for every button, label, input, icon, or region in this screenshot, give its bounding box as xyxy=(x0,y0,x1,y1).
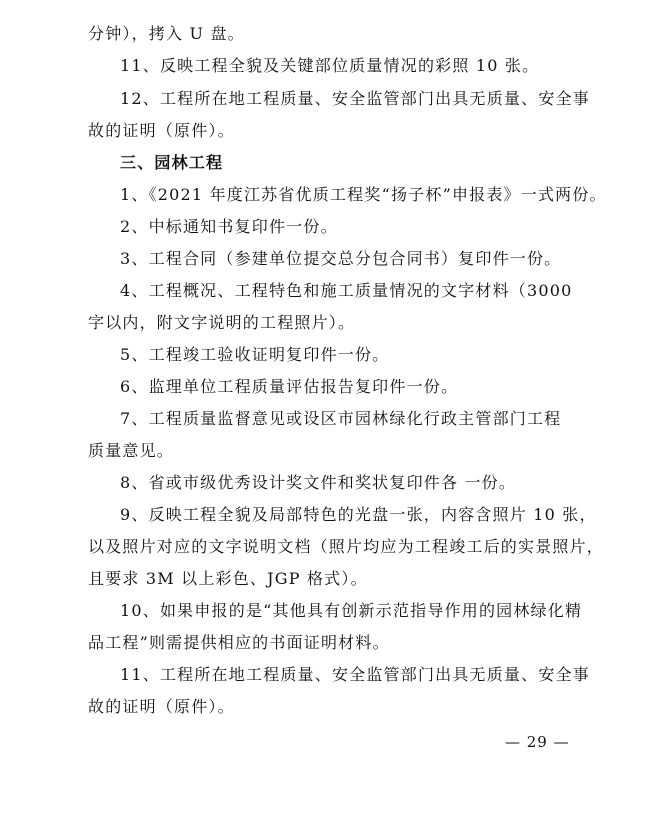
text-line: 品工程”则需提供相应的书面证明材料。 xyxy=(88,633,390,652)
list-item-1-application: 1、《2021 年度江苏省优质工程奖“扬子杯”申报表》一式两份。 xyxy=(120,185,607,204)
list-item-4-overview: 4、工程概况、工程特色和施工质量情况的文字材料（3000 xyxy=(120,281,573,300)
list-item-7-opinion: 7、工程质量监督意见或设区市园林绿化行政主管部门工程 xyxy=(120,409,562,428)
list-item-5-acceptance: 5、工程竣工验收证明复印件一份。 xyxy=(120,345,390,364)
list-item-6-supervision: 6、监理单位工程质量评估报告复印件一份。 xyxy=(120,377,459,396)
list-item-3-contract: 3、工程合同（参建单位提交总分包合同书）复印件一份。 xyxy=(120,249,562,268)
section-heading-landscape: 三、园林工程 xyxy=(120,153,224,172)
text-line: 故的证明（原件）。 xyxy=(88,697,235,716)
text-line: 故的证明（原件）。 xyxy=(88,121,235,140)
text-line: 字以内，附文字说明的工程照片）。 xyxy=(88,313,356,332)
page-number: — 29 — xyxy=(505,733,570,751)
text-line: 且要求 3M 以上彩色、JGP 格式）。 xyxy=(88,569,368,588)
list-item-9-disc: 9、反映工程全貌及局部特色的光盘一张，内容含照片 10 张， xyxy=(120,505,597,524)
list-item-11-photos: 11、反映工程全貌及关键部位质量情况的彩照 10 张。 xyxy=(120,56,540,75)
list-item-11-safety: 11、工程所在地工程质量、安全监管部门出具无质量、安全事 xyxy=(120,665,590,684)
list-item-10-innovation: 10、如果申报的是“其他具有创新示范指导作用的园林绿化精 xyxy=(120,601,583,620)
list-item-2-bid-notice: 2、中标通知书复印件一份。 xyxy=(120,217,338,236)
text-line: 质量意见。 xyxy=(88,441,175,460)
text-line: 分钟），拷入 U 盘。 xyxy=(88,24,245,43)
list-item-8-award: 8、省或市级优秀设计奖文件和奖状复印件各 一份。 xyxy=(120,473,517,492)
list-item-12-safety: 12、工程所在地工程质量、安全监管部门出具无质量、安全事 xyxy=(120,89,590,108)
text-line: 以及照片对应的文字说明文档（照片均应为工程竣工后的实景照片， xyxy=(88,537,605,556)
